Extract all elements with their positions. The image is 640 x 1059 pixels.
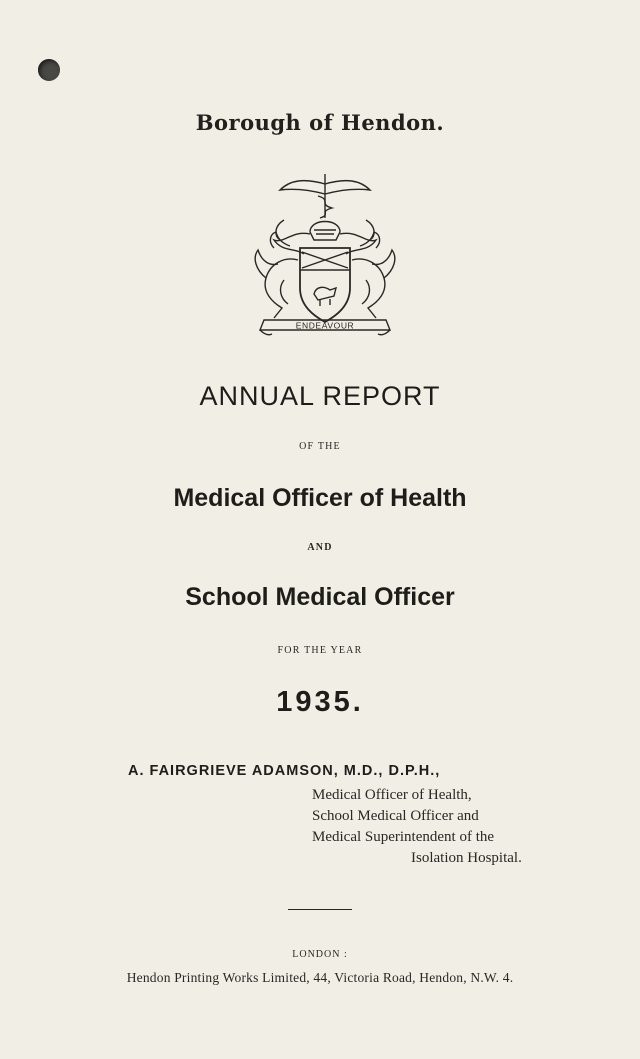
author-name: A. FAIRGRIEVE ADAMSON, M.D., D.P.H., bbox=[128, 763, 441, 779]
report-title: ANNUAL REPORT bbox=[199, 381, 441, 411]
office-school-medical-officer: School Medical Officer bbox=[185, 583, 455, 611]
of-the-line: OF THE bbox=[299, 441, 341, 452]
author-role-4: Isolation Hospital. bbox=[411, 850, 522, 866]
punch-hole bbox=[38, 59, 60, 81]
for-the-year-line: FOR THE YEAR bbox=[277, 645, 363, 656]
office-medical-officer: Medical Officer of Health bbox=[173, 484, 467, 512]
coat-of-arms bbox=[244, 170, 406, 340]
author-role-3: Medical Superintendent of the bbox=[312, 829, 495, 845]
borough-heading: Borough of Hendon. bbox=[195, 110, 445, 135]
crest-motto: ENDEAVOUR bbox=[295, 320, 355, 331]
imprint-printer: Hendon Printing Works Limited, 44, Victoria Road, Hendon, N.W. 4. bbox=[126, 970, 514, 985]
author-role-2: School Medical Officer and bbox=[312, 808, 479, 824]
coat-of-arms-graphic bbox=[244, 170, 406, 340]
report-year: 1935. bbox=[276, 686, 364, 718]
divider-rule bbox=[288, 909, 352, 910]
and-line: AND bbox=[307, 542, 333, 553]
imprint-city: LONDON : bbox=[292, 949, 348, 960]
author-role-1: Medical Officer of Health, bbox=[312, 787, 472, 803]
